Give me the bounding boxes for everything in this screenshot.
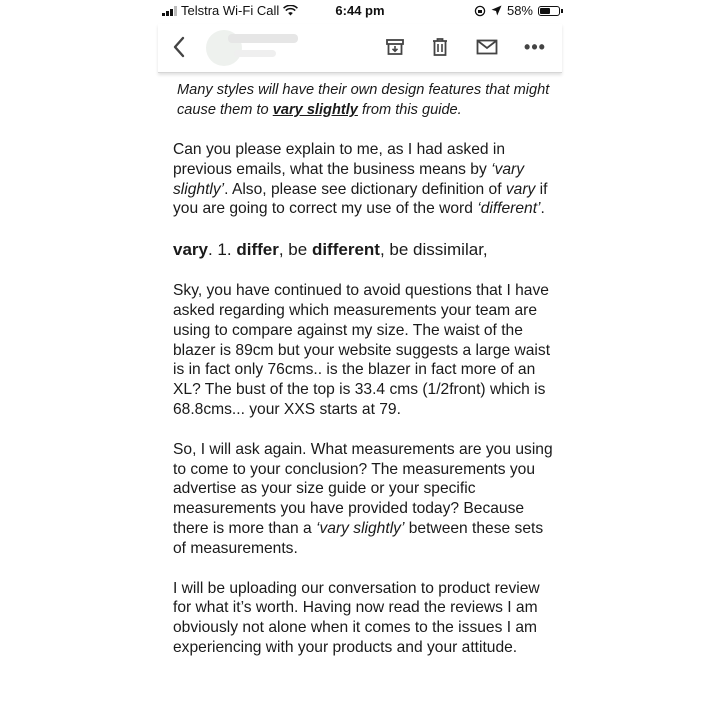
p1-italic-3: ‘different’ bbox=[477, 200, 541, 218]
sender-address-redacted bbox=[234, 50, 276, 57]
delete-button[interactable] bbox=[427, 34, 453, 60]
battery-level bbox=[540, 8, 550, 14]
status-right bbox=[474, 3, 560, 18]
p1-text-4: . bbox=[540, 200, 545, 218]
quote-text-before: Many styles will have their own design features that might cause them to bbox=[177, 82, 550, 118]
carrier-label: Telstra Wi-Fi Call bbox=[181, 3, 280, 18]
paragraph-1 bbox=[173, 140, 553, 219]
p1-text-2: . Also, please see dictionary definition of bbox=[224, 180, 506, 198]
battery-percent: 58% bbox=[506, 3, 533, 18]
quote-emphasis: vary slightly bbox=[272, 102, 358, 118]
quoted-text bbox=[173, 80, 553, 120]
quote-text-after: from this guide. bbox=[357, 102, 462, 118]
envelope-icon bbox=[476, 39, 498, 55]
dictionary-definition bbox=[173, 239, 553, 261]
p3-text-2: between these sets of measurements. bbox=[173, 519, 544, 557]
back-button[interactable] bbox=[166, 34, 192, 60]
orientation-lock-icon bbox=[474, 5, 486, 17]
sender-name-redacted bbox=[228, 34, 298, 43]
archive-icon bbox=[385, 37, 405, 57]
p3-italic-1: ‘vary slightly’ bbox=[316, 519, 405, 537]
def-word: vary bbox=[173, 240, 208, 260]
email-body bbox=[173, 80, 553, 678]
p1-italic-2: vary bbox=[505, 180, 536, 198]
chevron-left-icon bbox=[172, 36, 186, 58]
def-word-2: differ bbox=[236, 240, 279, 260]
p1-text-1: Can you please explain to me, as I had asked in previous emails, what the business means by bbox=[173, 141, 506, 178]
paragraph-4: I will be uploading our conversation to product review for what it’s worth. Having now read the reviews I am obviously not alone when it comes to the issues I am experiencing with your products and your attitude. bbox=[173, 579, 540, 656]
trash-icon bbox=[431, 37, 449, 57]
p1-italic-1: ‘vary slightly’ bbox=[173, 160, 525, 198]
p3-text-1: So, I will ask again. What measurements are you using to come to your conclusion? The measurements you advertise as your size guide or your specific measurements you have provided today? Because there is more than a bbox=[173, 440, 553, 537]
status-bar bbox=[0, 0, 720, 22]
battery-icon bbox=[538, 6, 560, 16]
more-options-button[interactable]: ••• bbox=[524, 36, 546, 57]
p1-text-3: if you are going to correct my use of the word bbox=[173, 180, 548, 218]
archive-button[interactable] bbox=[382, 34, 408, 60]
def-text-2: , be bbox=[278, 240, 312, 260]
paragraph-2: Sky, you have continued to avoid questions that I have asked regarding which measurements your team are using to compare against my size. The waist of the blazer is 89cm but your website suggests a large waist is in fact only 76cms.. is the blazer in fact more of an XL? The bust of the top is 33.4 cms (1/2front) which is 68.8cms... your XXS starts at 79. bbox=[173, 282, 551, 418]
email-toolbar bbox=[158, 24, 562, 73]
location-arrow-icon bbox=[491, 5, 502, 16]
paragraph-3 bbox=[173, 440, 553, 559]
mark-unread-button[interactable] bbox=[474, 34, 500, 60]
def-word-3: different bbox=[311, 240, 380, 260]
def-text-3: , be dissimilar, bbox=[379, 240, 488, 260]
clock: 6:44 pm bbox=[335, 3, 385, 18]
def-text-1: . 1. bbox=[207, 240, 237, 260]
